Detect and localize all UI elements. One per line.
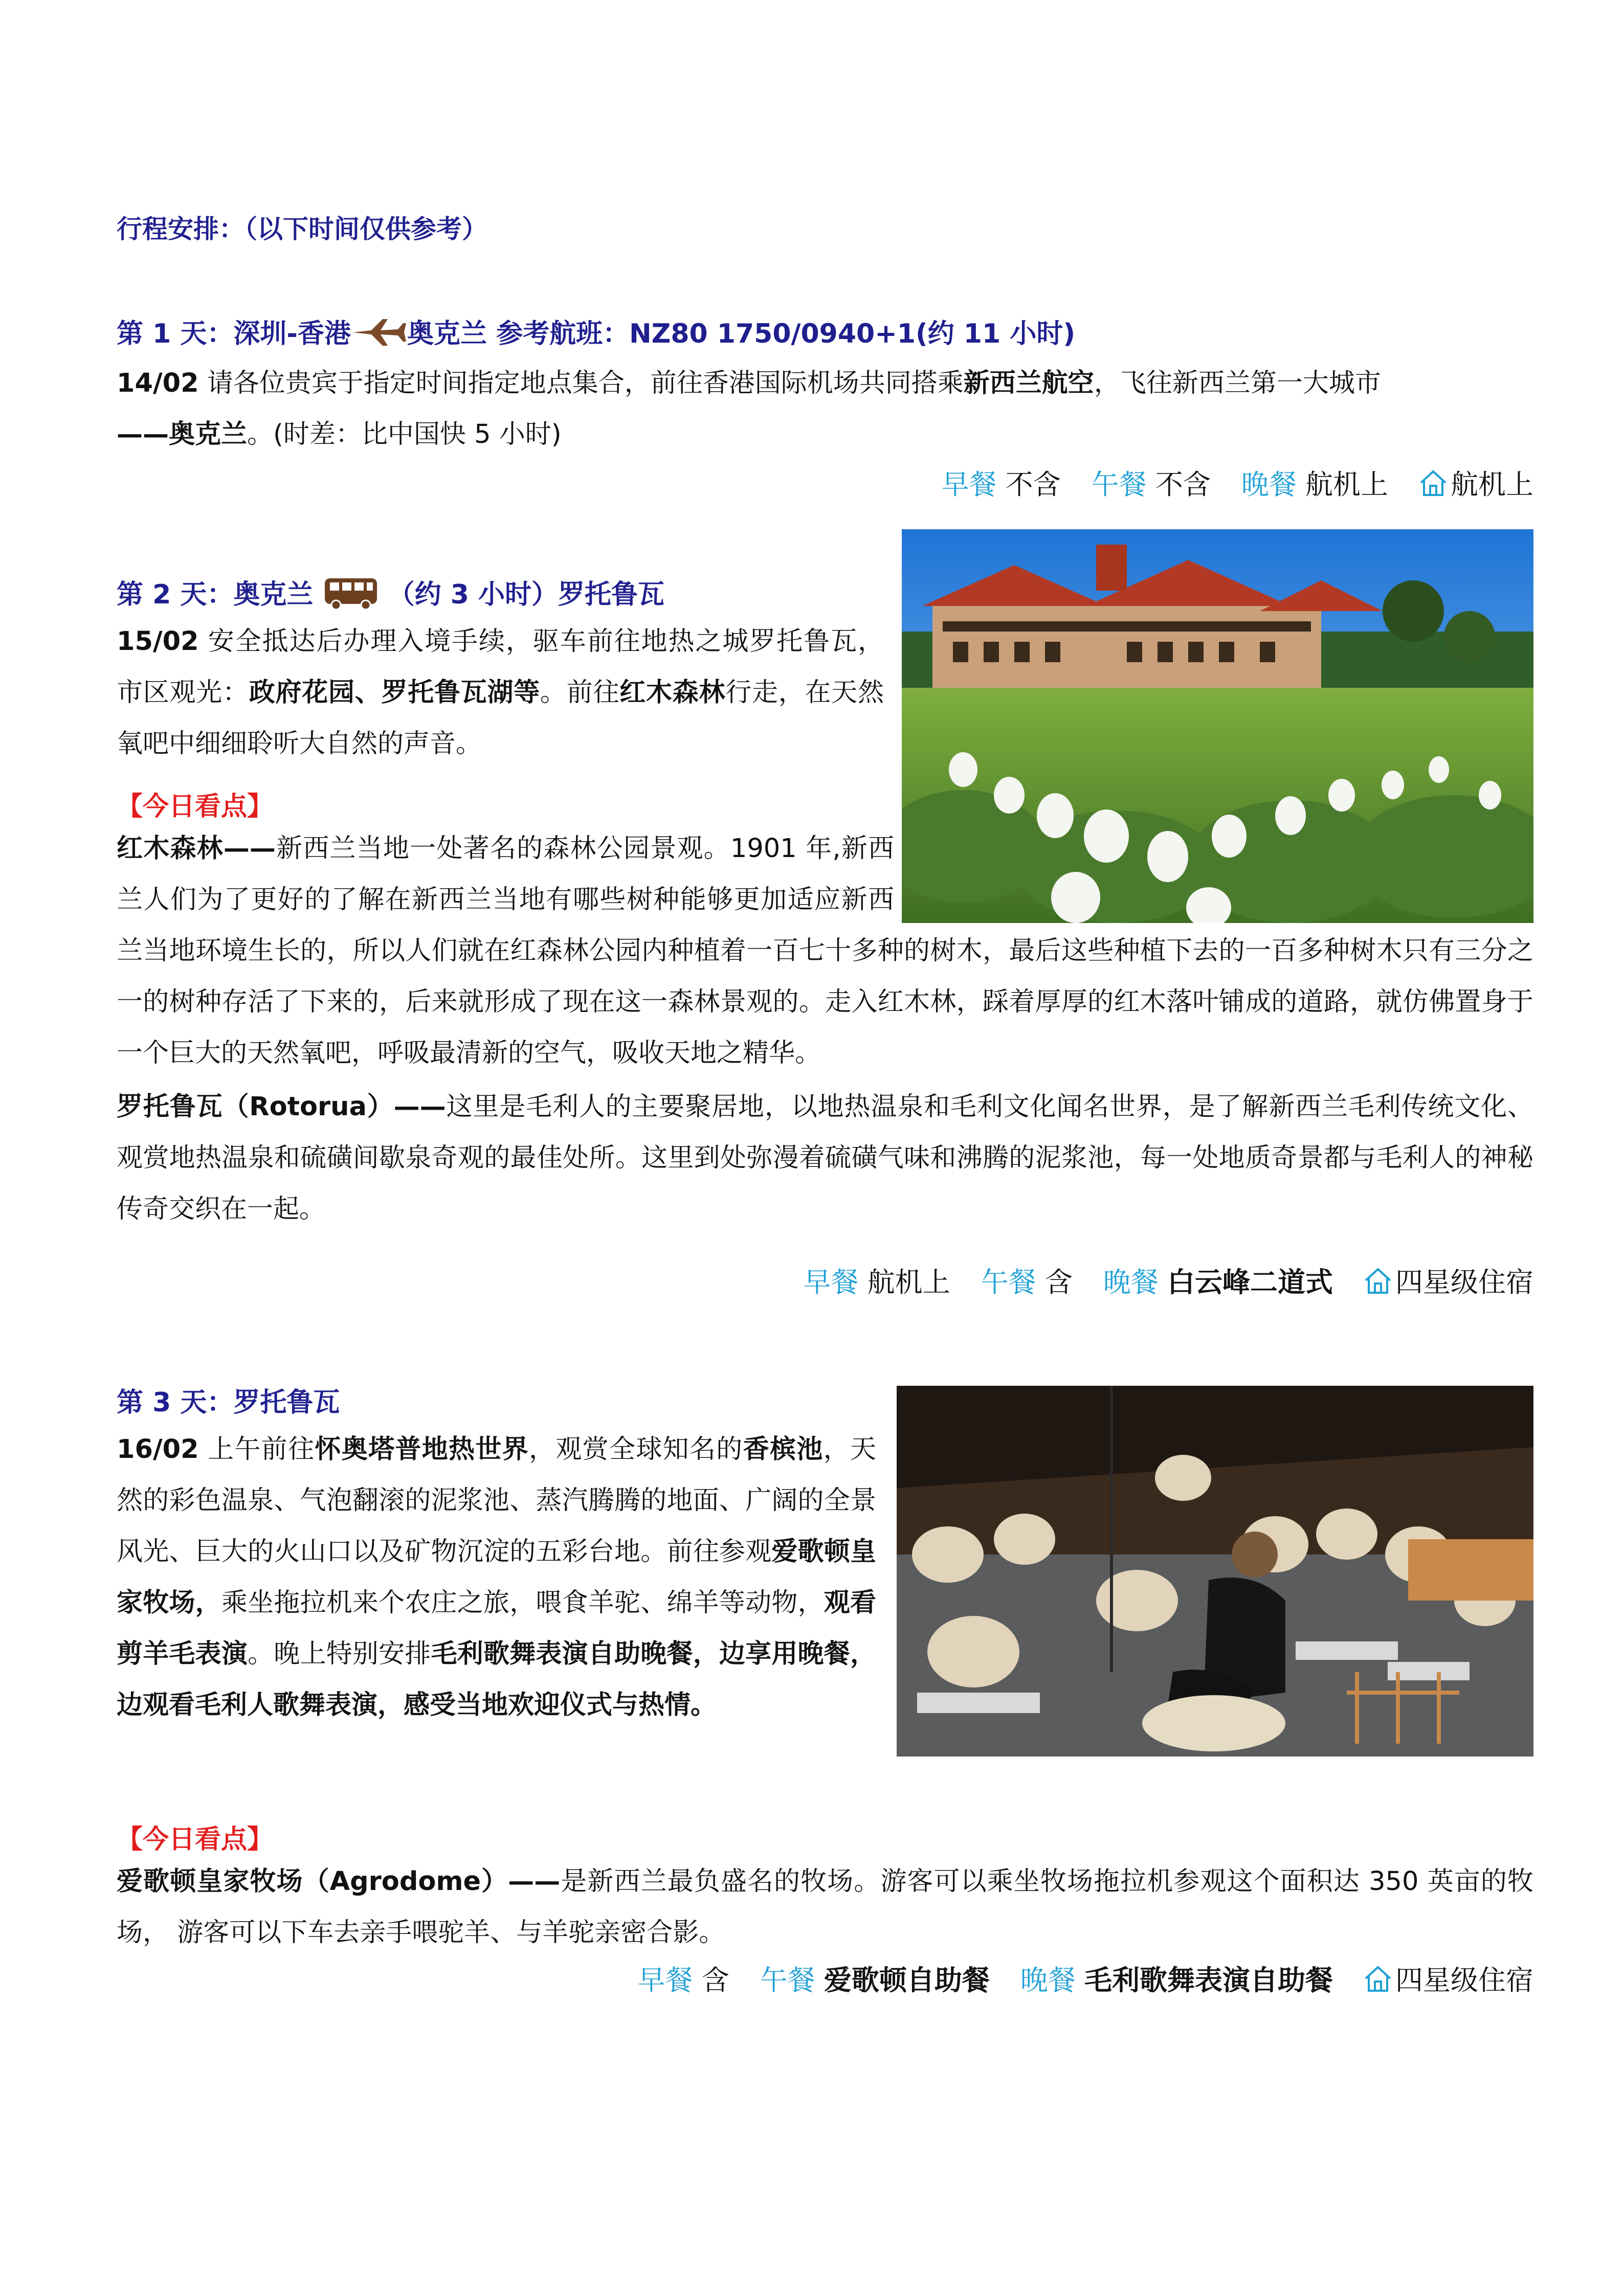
day3-date: 16/02 (117, 1434, 199, 1465)
day1-date: 14/02 (117, 368, 199, 398)
day3-title: 第 3 天：罗托鲁瓦 (117, 1387, 340, 1418)
bus-icon (323, 575, 379, 618)
government-gardens-photo (902, 529, 1533, 923)
airplane-icon (351, 317, 407, 354)
house-icon (1364, 1965, 1392, 1999)
day3-meals: 早餐 含 午餐 爱歌顿自助餐 晚餐 毛利歌舞表演自助餐 四星级住宿 (637, 1959, 1533, 1999)
day2-highlight-rotorua: 罗托鲁瓦（Rotorua）——这里是毛利人的主要聚居地，以地热温泉和毛利文化闻名世界，是了解新西兰毛利传统文化、观赏地热温泉和硫磺间歇泉奇观的最佳处所。这里到处弥漫着硫磺气味和沸腾的泥浆池，每一处地质奇景都与毛利人的神秘传奇交织在一起。 (117, 1092, 1533, 1224)
day1-meals: 早餐 不含 午餐 不含 晚餐 航机上 航机上 (941, 463, 1533, 504)
sheep-shearing-photo (897, 1386, 1533, 1757)
day1-title-flight: 奥克兰 参考航班：NZ80 1750/0940+1(约 11 小时) (407, 319, 1076, 349)
house-icon (1364, 1267, 1392, 1301)
itinerary-page (117, 0, 1533, 2296)
day2-date: 15/02 (117, 626, 199, 657)
house-icon (1419, 469, 1448, 504)
day1-title (117, 312, 1075, 354)
day3-highlight-agrodome: 爱歌顿皇家牧场（Agrodome）——是新西兰最负盛名的牧场。游客可以乘坐牧场拖拉机参观这个面积达 350 英亩的牧场， 游客可以下车去亲手喂驼羊、与羊驼亲密合影。 (117, 1866, 1533, 1948)
day1-description: 14/02 请各位贵宾于指定时间指定地点集合，前往香港国际机场共同搭乘新西兰航空，飞往新西兰第一大城市 ——奥克兰。(时差：比中国快 5 小时) (117, 368, 1381, 449)
itinerary-heading: 行程安排：（以下时间仅供参考） (117, 214, 487, 244)
day1-title-route: 第 1 天：深圳-香港 (117, 319, 351, 349)
day2-highlight-redwood-text: 红木森林——新西兰当地一处著名的森林公园景观。1901 年,新西兰人们为了更好的了解在新西兰当地有哪些树种能够更加适应新西兰当地环境生长的，所以人们就在红森林公园内种植着一百七十多种的树木，最后这些种植下去的一百多种树木只有三分之一的树种存活了下来的，后来就形成了现在这一森林景观的。走入红木林，踩着厚厚的红木落叶铺成的道路，就仿佛置身于一个巨大的天然氧吧，呼吸最清新的空气，吸收天地之精华。 (117, 834, 1533, 1068)
day2-highlight-tag: 【今日看点】 (117, 792, 274, 822)
day3-description: 16/02 上午前往怀奥塔普地热世界，观赏全球知名的香槟池，天然的彩色温泉、气泡翻滚的泥浆池、蒸汽腾腾的地面、广阔的全景风光、巨大的火山口以及矿物沉淀的五彩台地。前往参观爱歌顿皇家牧场，乘坐拖拉机来个农庄之旅，喂食羊驼、绵羊等动物，观看剪羊毛表演。晚上特别安排毛利歌舞表演自助晚餐，边享用晚餐，边观看毛利人歌舞表演，感受当地欢迎仪式与热情。 (117, 1434, 876, 1720)
day2-title: 第 2 天：奥克兰 （约 3 小时）罗托鲁瓦 (117, 573, 664, 618)
day3-highlight-tag: 【今日看点】 (117, 1825, 274, 1855)
day2-description: 15/02 安全抵达后办理入境手续，驱车前往地热之城罗托鲁瓦，市区观光：政府花园、罗托鲁瓦湖等。前往红木森林行走，在天然氧吧中细细聆听大自然的声音。 (117, 626, 884, 759)
day2-meals: 早餐 航机上 午餐 含 晚餐 白云峰二道式 四星级住宿 (803, 1260, 1533, 1301)
